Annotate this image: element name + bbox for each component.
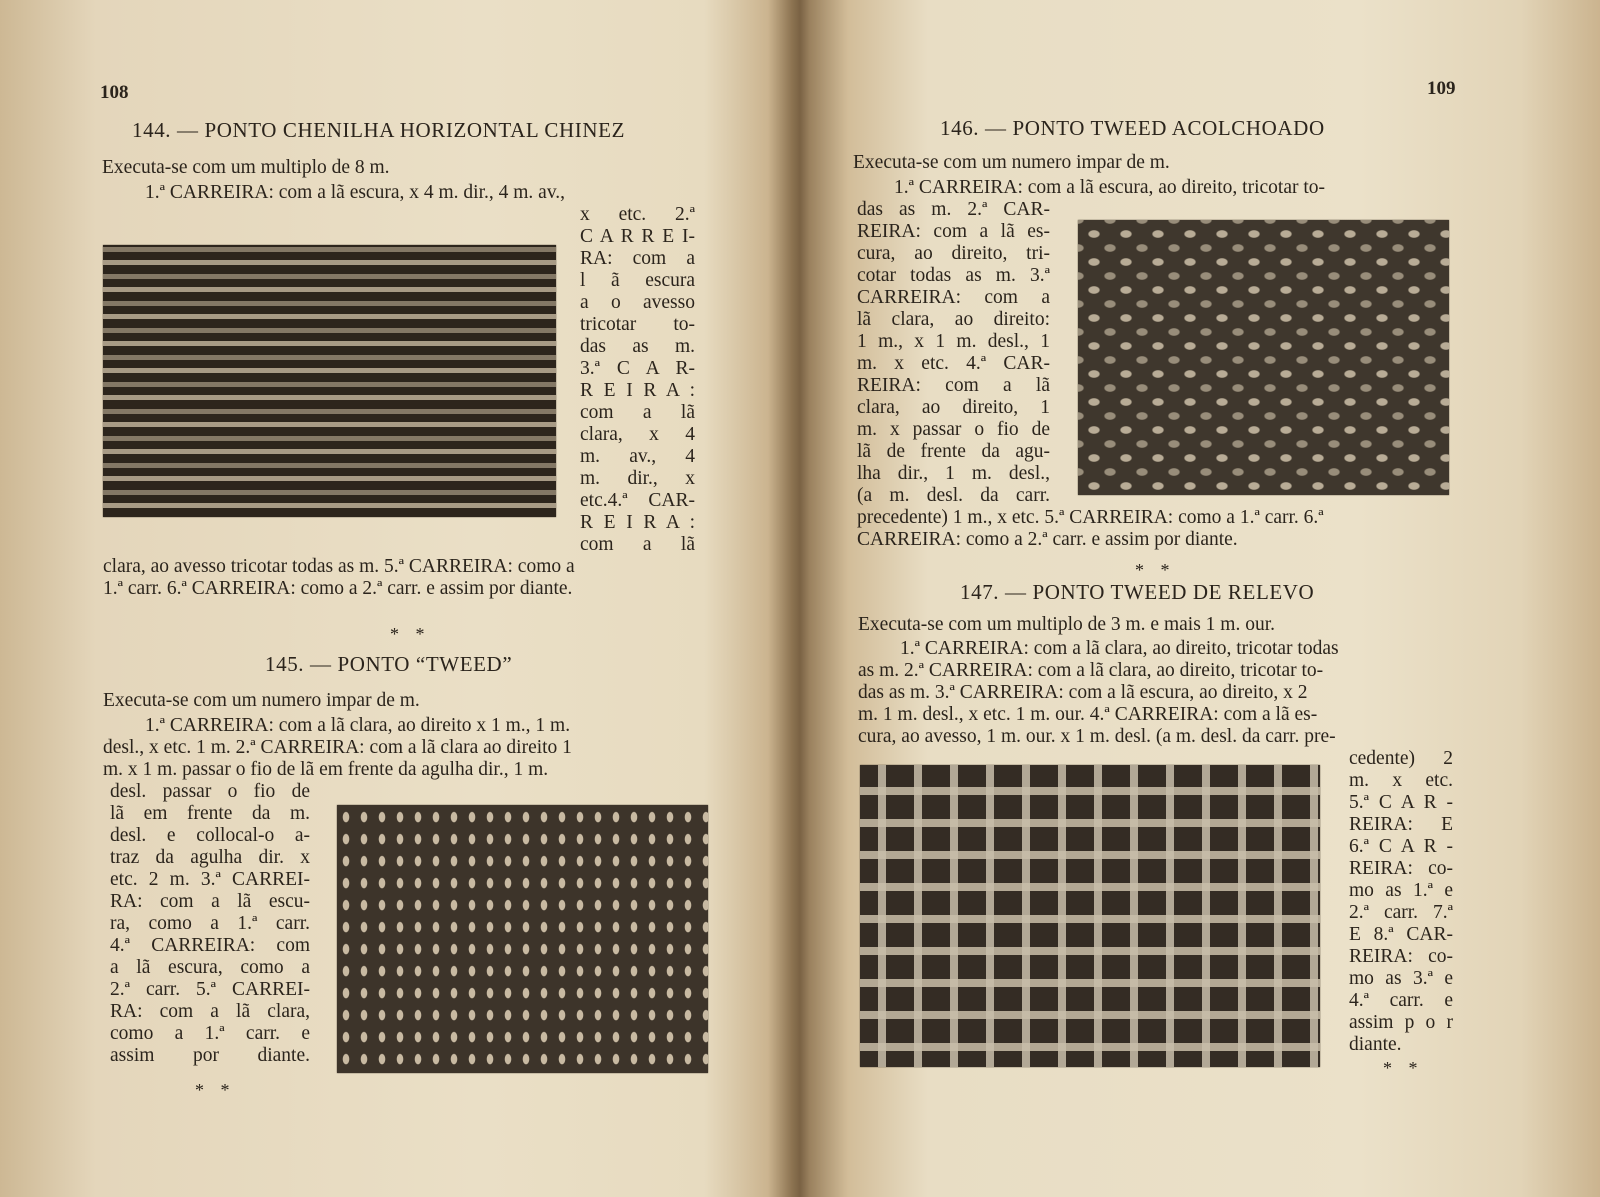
page-number: 108 xyxy=(100,82,129,103)
text-line: cedente) 2 xyxy=(1349,748,1453,769)
text-line: x etc. 2.ª xyxy=(580,204,695,225)
text-line: lã clara, ao direito: xyxy=(857,309,1050,330)
stitch-sample-photo-145 xyxy=(337,805,708,1073)
text-line: desl. passar o fio de xyxy=(110,781,310,802)
text-line: E 8.ª CAR- xyxy=(1349,924,1453,945)
text-line: as m. 2.ª CARREIRA: com a lã clara, ao direito, tricotar to- xyxy=(858,660,1324,681)
text-line: assim p o r xyxy=(1349,1012,1453,1033)
section-intro-146: Executa-se com um numero impar de m. xyxy=(853,152,1170,173)
section-separator: * * xyxy=(390,624,431,644)
section-intro-144: Executa-se com um multiplo de 8 m. xyxy=(102,157,390,178)
text-line: REIRA: E xyxy=(1349,814,1453,835)
section-heading-146: 146. — PONTO TWEED ACOLCHOADO xyxy=(940,116,1325,140)
text-line: CARREIRA: como a 2.ª carr. e assim por diante. xyxy=(857,529,1238,550)
paragraph-147 xyxy=(858,638,1450,748)
text-line: RA: com a lã escu- xyxy=(110,891,310,912)
text-line: mo as 3.ª e xyxy=(1349,968,1453,989)
text-line: tricotar to- xyxy=(580,314,695,335)
text-line: ra, como a 1.ª carr. xyxy=(110,913,310,934)
text-line: das as m. 2.ª CAR- xyxy=(857,199,1050,220)
section-heading-144: 144. — PONTO CHENILHA HORIZONTAL CHINEZ xyxy=(132,118,626,142)
text-line: a lã escura, como a xyxy=(110,957,310,978)
text-line: 1.ª CARREIRA: com a lã clara, ao direito x 1 m., 1 m. xyxy=(145,715,571,736)
text-line: cura, ao avesso, 1 m. our. x 1 m. desl. (a m. desl. da carr. pre- xyxy=(858,726,1336,747)
text-line: R E I R A : xyxy=(580,380,695,401)
text-line: clara, ao avesso tricotar todas as m. 5.ª CARREIRA: como a xyxy=(103,556,575,577)
text-line: clara, x 4 xyxy=(580,424,695,445)
text-line: 2.ª carr. 7.ª xyxy=(1349,902,1453,923)
text-line: das as m. 3.ª CARREIRA: com a lã escura, ao direito, x 2 xyxy=(858,682,1308,703)
text-line: mo as 1.ª e xyxy=(1349,880,1453,901)
text-line: assim por diante. xyxy=(110,1045,310,1066)
text-line: 1.ª CARREIRA: com a lã clara, ao direito, tricotar todas xyxy=(900,638,1339,659)
narrow-text-column-145 xyxy=(110,781,310,1067)
text-line: clara, ao direito, 1 xyxy=(857,397,1050,418)
text-line: etc.4.ª CAR- xyxy=(580,490,695,511)
text-line: diante. xyxy=(1349,1034,1402,1055)
text-line: desl. e collocal-o a- xyxy=(110,825,310,846)
text-line: desl., x etc. 1 m. 2.ª CARREIRA: com a lã clara ao direito 1 xyxy=(103,737,572,758)
text-line: 1 m., x 1 m. desl., 1 xyxy=(857,331,1050,352)
text-line: cura, ao direito, tri- xyxy=(857,243,1050,264)
text-line: com a lã xyxy=(580,402,695,423)
section-separator: * * xyxy=(195,1080,236,1100)
text-line: 1.ª CARREIRA: com a lã escura, x 4 m. dir., 4 m. av., xyxy=(145,182,566,203)
text-line: RA: com a lã clara, xyxy=(110,1001,310,1022)
section-heading-147: 147. — PONTO TWEED DE RELEVO xyxy=(960,580,1315,604)
left-page xyxy=(0,0,790,1197)
text-line: (a m. desl. da carr. xyxy=(857,485,1050,506)
text-line: precedente) 1 m., x etc. 5.ª CARREIRA: como a 1.ª carr. 6.ª xyxy=(857,507,1324,528)
stitch-sample-photo-144 xyxy=(103,245,556,517)
text-line: 5.ª C A R - xyxy=(1349,792,1453,813)
section-separator: * * xyxy=(1135,560,1176,580)
text-line: CARREIRA: com a xyxy=(857,287,1050,308)
section-intro-147: Executa-se com um multiplo de 3 m. e mais 1 m. our. xyxy=(858,614,1276,635)
text-line: R E I R A : xyxy=(580,512,695,533)
text-line: 6.ª C A R - xyxy=(1349,836,1453,857)
text-line: m. av., 4 xyxy=(580,446,695,467)
text-line: RA: com a xyxy=(580,248,695,269)
text-line: lha dir., 1 m. desl., xyxy=(857,463,1050,484)
text-line: m. 1 m. desl., x etc. 1 m. our. 4.ª CARREIRA: com a lã es- xyxy=(858,704,1318,725)
text-line: das as m. xyxy=(580,336,695,357)
text-line: 3.ª C A R- xyxy=(580,358,695,379)
paragraph-end-146 xyxy=(857,507,1324,551)
text-line: m. x etc. xyxy=(1349,770,1453,791)
text-line: C A R R E I- xyxy=(580,226,695,247)
text-line: etc. 2 m. 3.ª CARREI- xyxy=(110,869,310,890)
narrow-text-column-146 xyxy=(857,199,1050,507)
stitch-sample-photo-146 xyxy=(1078,220,1449,495)
text-line: REIRA: co- xyxy=(1349,858,1453,879)
text-line: lã em frente da m. xyxy=(110,803,310,824)
text-line: REIRA: com a lã xyxy=(857,375,1050,396)
text-line: 4.ª CARREIRA: com xyxy=(110,935,310,956)
text-line: traz da agulha dir. x xyxy=(110,847,310,868)
text-line: a o avesso xyxy=(580,292,695,313)
text-line: m. dir., x xyxy=(580,468,695,489)
text-line: como a 1.ª carr. e xyxy=(110,1023,310,1044)
text-line: 1.ª CARREIRA: com a lã escura, ao direito, tricotar to- xyxy=(894,177,1326,198)
text-line: REIRA: co- xyxy=(1349,946,1453,967)
text-line: lã de frente da agu- xyxy=(857,441,1050,462)
text-line: cotar todas as m. 3.ª xyxy=(857,265,1050,286)
text-line: 1.ª carr. 6.ª CARREIRA: como a 2.ª carr. e assim por diante. xyxy=(103,578,573,599)
paragraph-end-144 xyxy=(103,556,575,600)
text-line: m. x etc. 4.ª CAR- xyxy=(857,353,1050,374)
section-intro-145: Executa-se com um numero impar de m. xyxy=(103,690,420,711)
text-line: m. x 1 m. passar o fio de lã em frente da agulha dir., 1 m. xyxy=(103,759,549,780)
narrow-text-column-147 xyxy=(1349,748,1453,1056)
stitch-sample-photo-147 xyxy=(860,765,1320,1067)
page-number: 109 xyxy=(1427,78,1456,99)
text-line: REIRA: com a lã es- xyxy=(857,221,1050,242)
section-heading-145: 145. — PONTO “TWEED” xyxy=(265,652,513,676)
text-line: l ã escura xyxy=(580,270,695,291)
narrow-text-column-144 xyxy=(580,204,695,556)
paragraph-145 xyxy=(103,715,695,781)
text-line: com a lã xyxy=(580,534,695,555)
text-line: m. x passar o fio de xyxy=(857,419,1050,440)
text-line: 2.ª carr. 5.ª CARREI- xyxy=(110,979,310,1000)
text-line: 4.ª carr. e xyxy=(1349,990,1453,1011)
section-separator: * * xyxy=(1383,1058,1424,1078)
right-page xyxy=(790,0,1600,1197)
